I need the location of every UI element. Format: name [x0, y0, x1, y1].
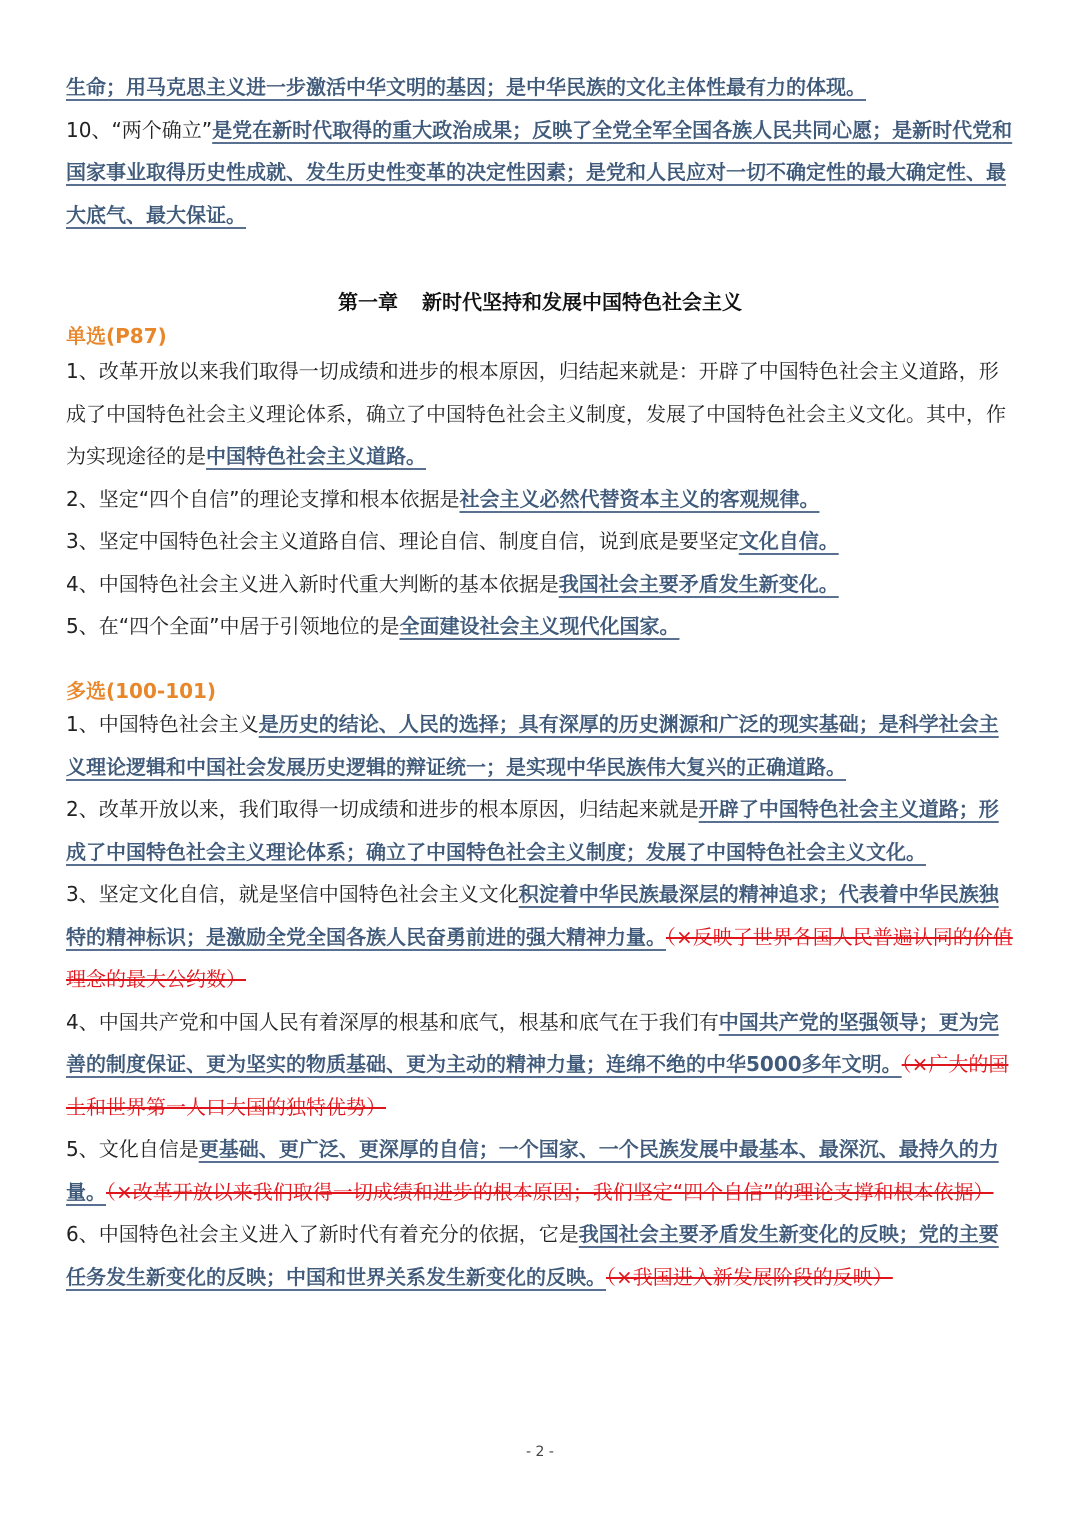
question-text: 3、坚定中国特色社会主义道路自信、理论自信、制度自信，说到底是要坚定: [66, 529, 739, 553]
intro-line: [66, 66, 1016, 109]
chapter-heading: [0, 286, 1080, 315]
list-item: [66, 703, 1016, 788]
single-choice-list: [66, 350, 1016, 648]
list-item: [66, 1128, 1016, 1213]
list-item: [66, 873, 1016, 1001]
answer-text: 开辟了中国特色社会主义道路；形成了中国特色社会主义理论体系；确立了中国特色社会主义制度；发展了中国特色社会主义文化。: [66, 797, 999, 864]
list-item: [66, 788, 1016, 873]
wrong-option-text: （×反映了世界各国人民普遍认同的价值理念的最大公约数）: [66, 924, 1013, 991]
chapter-title: 新时代坚持和发展中国特色社会主义: [422, 290, 742, 314]
question-text: 1、中国特色社会主义: [66, 712, 259, 736]
question-text: 1、改革开放以来我们取得一切成绩和进步的根本原因，归结起来就是：开辟了中国特色社会主义道路，形成了中国特色社会主义理论体系，确立了中国特色社会主义制度，发展了中国特色社会主义文化。其中，作为实现途径的是: [66, 359, 1006, 468]
answer-text: 我国社会主要矛盾发生新变化的反映；党的主要任务发生新变化的反映；中国和世界关系发生新变化的反映。: [66, 1222, 999, 1289]
wrong-option-text: （×广大的国土和世界第一人口大国的独特优势）: [66, 1052, 1009, 1119]
list-item: [66, 478, 1016, 521]
question-text: 4、中国共产党和中国人民有着深厚的根基和底气，根基和底气在于我们有: [66, 1009, 719, 1034]
list-item: [66, 1213, 1016, 1298]
answer-text: 是党在新时代取得的重大政治成果；反映了全党全军全国各族人民共同心愿；是新时代党和国家事业取得历史性成就、发生历史性变革的决定性因素；是党和人民应对一切不确定性的最大确定性、最大底气、最大保证。: [66, 117, 1013, 227]
single-choice-heading: 单选(P87): [66, 324, 167, 348]
wrong-option-text: （×我国进入新发展阶段的反映）: [606, 1264, 893, 1289]
multi-choice-list: [66, 703, 1016, 1298]
list-item: [66, 563, 1016, 606]
question-text: 2、改革开放以来，我们取得一切成绩和进步的根本原因，归结起来就是: [66, 797, 699, 821]
question-text: 5、文化自信是: [66, 1137, 199, 1161]
answer-text: 中国特色社会主义道路。: [206, 444, 426, 468]
page-number: - 2 -: [526, 1444, 554, 1460]
answer-text: 积淀着中华民族最深层的精神追求；代表着中华民族独特的精神标识；是激励全党全国各族人民奋勇前进的强大精神力量。: [66, 882, 999, 949]
item-10: [66, 109, 1016, 237]
answer-text: 生命；用马克思主义进一步激活中华文明的基因；是中华民族的文化主体性最有力的体现。: [66, 75, 866, 99]
question-text: 4、中国特色社会主义进入新时代重大判断的基本依据是: [66, 571, 559, 596]
question-text: 5、在“四个全面”中居于引领地位的是: [66, 614, 400, 638]
answer-text: 全面建设社会主义现代化国家。: [399, 614, 680, 638]
multi-choice-heading: 多选(100-101): [66, 679, 217, 703]
wrong-option-text: （×改革开放以来我们取得一切成绩和进步的根本原因；我们坚定“四个自信”的理论支撑和根本依据）: [106, 1179, 994, 1204]
list-item: [66, 605, 1016, 648]
answer-text: 更基础、更广泛、更深厚的自信；一个国家、一个民族发展中最基本、最深沉、最持久的力量。: [66, 1137, 999, 1204]
chapter-number: 第一章: [338, 290, 398, 314]
answer-text: 我国社会主要矛盾发生新变化。: [558, 571, 839, 596]
answer-text: 文化自信。: [738, 529, 839, 553]
answer-text: 是历史的结论、人民的选择；具有深厚的历史渊源和广泛的现实基础；是科学社会主义理论逻辑和中国社会发展历史逻辑的辩证统一；是实现中华民族伟大复兴的正确道路。: [66, 712, 999, 779]
answer-text: 社会主义必然代替资本主义的客观规律。: [459, 486, 820, 511]
answer-text: 中国共产党的坚强领导；更为完善的制度保证、更为坚实的物质基础、更为主动的精神力量；连绵不绝的中华5000多年文明。: [66, 1009, 999, 1076]
list-item: [66, 1001, 1016, 1129]
question-text: 3、坚定文化自信，就是坚信中国特色社会主义文化: [66, 882, 519, 906]
question-text: 6、中国特色社会主义进入了新时代有着充分的依据，它是: [66, 1222, 579, 1246]
question-text: 10、“两个确立”: [66, 117, 213, 142]
intro-section: [66, 66, 1016, 236]
list-item: [66, 350, 1016, 478]
question-text: 2、坚定“四个自信”的理论支撑和根本依据是: [66, 486, 460, 511]
list-item: [66, 520, 1016, 563]
